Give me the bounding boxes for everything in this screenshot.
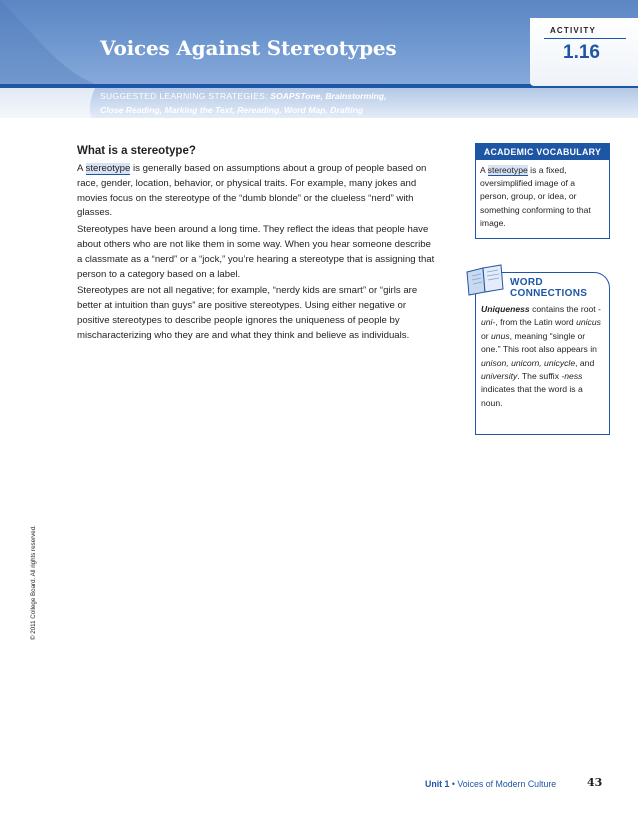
footer-unit: Unit 1: [425, 779, 450, 789]
vocab-definition: [476, 160, 609, 234]
learning-strategies: [100, 89, 440, 117]
vocab-text-rest: is a fixed, oversimplified image of a person, group, or idea, or something conforming to that image.: [480, 165, 591, 228]
open-book-icon: [463, 262, 507, 298]
page-title: Voices Against Stereotypes: [100, 36, 397, 60]
wc-t1: contains the root -: [529, 304, 601, 314]
activity-badge: [530, 18, 638, 86]
page-footer: [425, 779, 556, 789]
section-heading: What is a stereotype?: [77, 145, 196, 157]
activity-number: 1.16: [563, 42, 600, 63]
vocab-term: stereotype: [487, 165, 528, 175]
activity-divider: [544, 38, 626, 39]
strategies-line1: SOAPSTone, Brainstorming,: [270, 91, 387, 101]
wc-title-line1: WORD: [510, 277, 543, 288]
footer-bullet: •: [449, 779, 458, 789]
wc-t5: , and: [575, 357, 595, 368]
wc-word: Uniqueness: [481, 304, 530, 314]
academic-vocabulary-box: [475, 143, 610, 239]
wc-examples: unison, unicorn, unicycle: [481, 357, 576, 368]
p1-text: A: [77, 163, 86, 174]
word-connections-text: [481, 303, 603, 410]
main-content: [77, 145, 437, 346]
paragraph-2: Stereotypes have been around a long time. They reflect the ideas that people have about others who are not like them in some way. When you hear someone describe a classmate as a “nerd” or a “jock,” you’re hearing a stereotype that is assigning that person to a category based on a label.: [77, 224, 435, 280]
vocab-heading: ACADEMIC VOCABULARY: [476, 144, 609, 160]
highlighted-term: stereotype: [85, 163, 131, 174]
wc-example2: university: [481, 371, 518, 382]
p1-text-rest: is generally based on assumptions about a group of people based on race, gender, location, behavior, or physical traits. For example, many jokes and movies focus on the stereotype of the “dumb blonde” or the clueless “nerd” with glasses.: [77, 163, 427, 219]
wc-latin2: unus: [491, 330, 510, 341]
paragraph-3: Stereotypes are not all negative; for example, “nerdy kids are smart” or “girls are better at intuition than guys” are positive stereotypes. Using either negative or positive stereotypes to describe people ignores the uniqueness of people by mischaracterizing who they are and what they think and believe as individuals.: [77, 285, 418, 341]
wc-latin1: unicus: [576, 317, 601, 328]
strategies-label: SUGGESTED LEARNING STRATEGIES:: [100, 91, 268, 101]
wc-title-line2: CONNECTIONS: [510, 288, 588, 299]
wc-t4: , meaning “single or one.” This root also appears in: [481, 330, 597, 355]
strategies-line2: Close Reading, Marking the Text, Rereading, Word Map, Drafting: [100, 105, 364, 115]
wc-t7: indicates that the word is a noun.: [481, 384, 583, 408]
wc-root: uni: [481, 317, 493, 328]
page-header: [0, 0, 638, 119]
footer-unit-title: Voices of Modern Culture: [457, 779, 557, 789]
wc-t6: . The suffix: [517, 371, 562, 382]
activity-label: ACTIVITY: [549, 26, 596, 35]
vocab-text: A: [480, 165, 488, 175]
wc-t2: -, from the Latin word: [492, 317, 577, 328]
wc-suffix: -ness: [561, 371, 583, 382]
page-number: 43: [587, 776, 603, 789]
copyright-notice: © 2011 College Board. All rights reserved.: [30, 525, 37, 640]
paragraph-1: [77, 162, 437, 221]
word-connections-title: [510, 277, 587, 299]
wc-t3: or: [481, 330, 492, 341]
